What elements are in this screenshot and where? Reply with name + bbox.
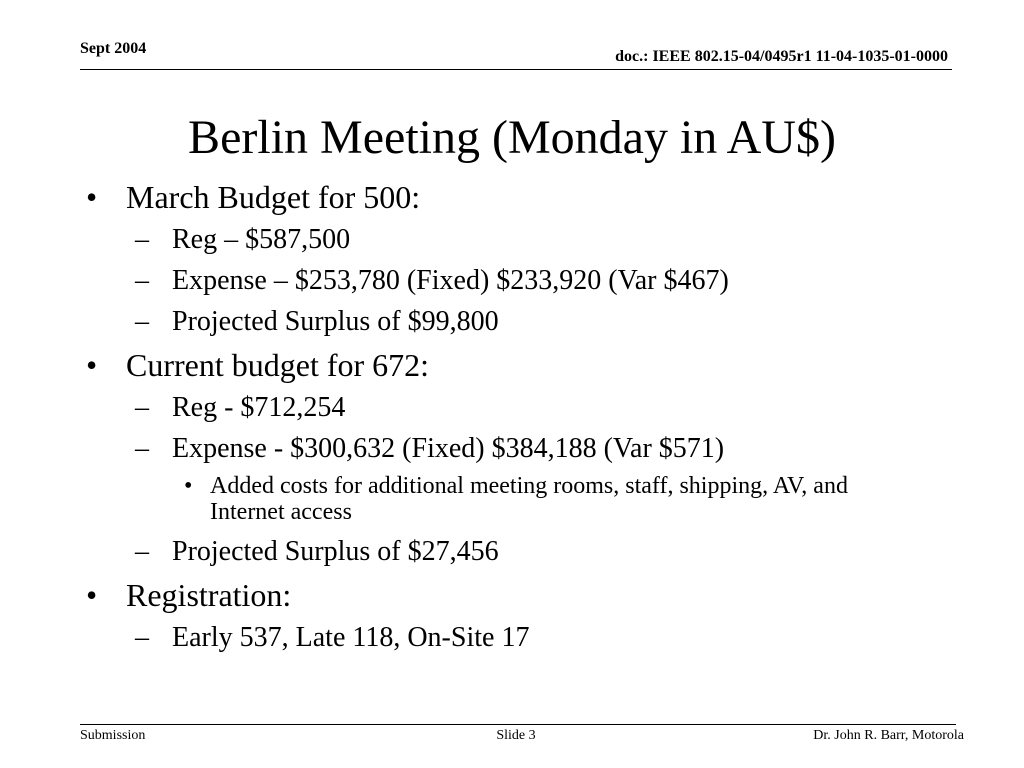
bullet-marker: • xyxy=(184,473,193,499)
bullet-item xyxy=(86,178,946,216)
header-doc-id: doc.: IEEE 802.15-04/0495r1 11-04-1035-01-0000 xyxy=(615,48,948,65)
bullet-text: March Budget for 500: xyxy=(126,179,421,215)
sub-bullet-item xyxy=(86,621,946,655)
dash-marker: – xyxy=(135,306,149,337)
bullet-marker: • xyxy=(86,179,98,215)
slide-title: Berlin Meeting (Monday in AU$) xyxy=(188,111,836,164)
sub-sub-bullet-item xyxy=(86,473,946,525)
bullet-item xyxy=(86,346,946,384)
header-date: Sept 2004 xyxy=(80,40,147,57)
sub-bullet-item xyxy=(86,223,946,257)
footer-author: Dr. John R. Barr, Motorola xyxy=(813,728,964,743)
sub-bullet-text: Reg - $712,254 xyxy=(172,392,346,423)
sub-bullet-text: Projected Surplus of $99,800 xyxy=(172,306,499,337)
footer-slide-number: Slide 3 xyxy=(496,728,536,743)
sub-bullet-item xyxy=(86,535,946,569)
dash-marker: – xyxy=(135,392,149,423)
bullet-marker: • xyxy=(86,577,98,613)
footer-submission: Submission xyxy=(80,728,146,743)
sub-sub-bullet-text: Added costs for additional meeting rooms, staff, shipping, AV, and Internet access xyxy=(210,473,848,525)
bullet-item xyxy=(86,576,946,614)
slide-body xyxy=(86,178,946,662)
dash-marker: – xyxy=(135,433,149,464)
sub-bullet-text: Projected Surplus of $27,456 xyxy=(172,536,499,567)
bullet-text: Registration: xyxy=(126,577,292,613)
header-divider xyxy=(80,69,952,70)
sub-bullet-item xyxy=(86,391,946,425)
sub-bullet-text: Expense - $300,632 (Fixed) $384,188 (Var $571) xyxy=(172,433,725,464)
dash-marker: – xyxy=(135,224,149,255)
dash-marker: – xyxy=(135,536,149,567)
dash-marker: – xyxy=(135,622,149,653)
bullet-marker: • xyxy=(86,347,98,383)
sub-bullet-text: Expense – $253,780 (Fixed) $233,920 (Var $467) xyxy=(172,265,729,296)
sub-bullet-item xyxy=(86,264,946,298)
sub-bullet-item xyxy=(86,305,946,339)
bullet-text: Current budget for 672: xyxy=(126,347,430,383)
sub-bullet-text: Reg – $587,500 xyxy=(172,224,351,255)
sub-bullet-item xyxy=(86,432,946,466)
sub-bullet-text: Early 537, Late 118, On-Site 17 xyxy=(172,622,530,653)
dash-marker: – xyxy=(135,265,149,296)
footer-divider xyxy=(80,724,956,725)
